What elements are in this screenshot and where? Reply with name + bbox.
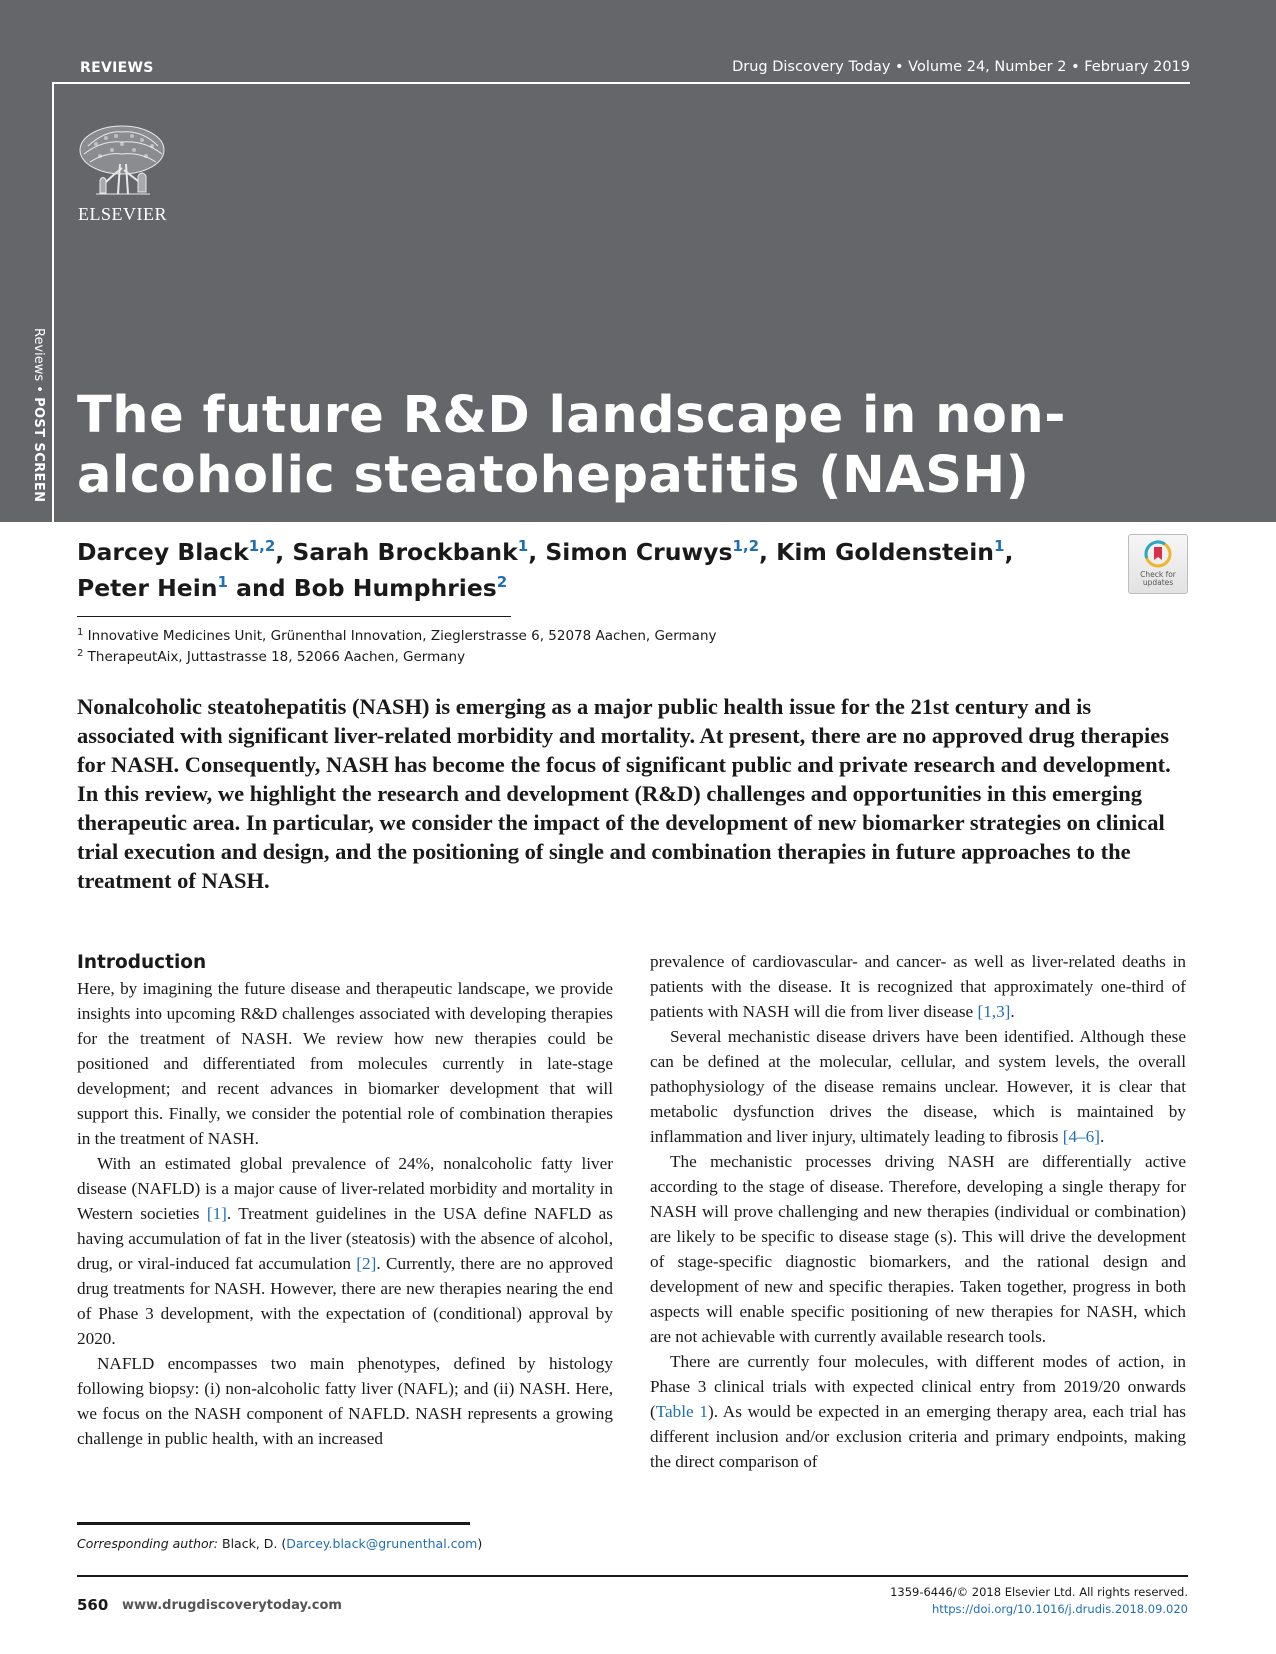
author-separator: , <box>528 538 546 566</box>
affiliation-text: Innovative Medicines Unit, Grünenthal Innovation, Zieglerstrasse 6, 52078 Aachen, Germany <box>87 628 717 644</box>
title-line-1: The future R&D landscape in non- <box>77 386 1066 445</box>
citation-link[interactable]: [2] <box>356 1254 377 1273</box>
copyright-text: 1359-6446/© 2018 Elsevier Ltd. All rights reserved. <box>890 1585 1188 1599</box>
elsevier-tree-logo-icon <box>76 124 168 200</box>
article-title <box>77 386 1197 506</box>
corresponding-author-note: Corresponding author: Black, D. (Darcey.black@grunenthal.com) <box>77 1536 483 1551</box>
body-paragraph: Several mechanistic disease drivers have been identified. Although these can be defined at the molecular, cellular, and system levels, the overall pathophysiology of the disease remains unclear. However, it is clear that metabolic dysfunction drives the disease, which is maintained by inflammation and liver injury, ultimately leading to fibrosis [4–6]. <box>650 1027 1186 1146</box>
affiliation-number: 1 <box>77 627 84 638</box>
author-name: Darcey Black <box>77 538 249 566</box>
body-paragraph: With an estimated global prevalence of 24%, nonalcoholic fatty liver disease (NAFLD) is a major cause of liver-related morbidity and mortality in Western societies [1]. Treatment guidelines in the USA define NAFLD as having accumulation of fat in the liver (steatosis) with the absence of alcohol, drug, or viral-induced fat accumulation [2]. Currently, there are no approved drug treatments for NASH. However, there are new therapies nearing the end of Phase 3 development, with the expectation of (conditional) approval by 2020. <box>77 1154 613 1348</box>
author-affiliation-sup[interactable]: 1 <box>217 573 228 591</box>
author-affiliation-sup[interactable]: 1,2 <box>732 537 760 555</box>
journal-website-link[interactable]: www.drugdiscoverytoday.com <box>122 1598 342 1613</box>
publisher-wordmark: ELSEVIER <box>78 204 167 224</box>
footer-rule <box>77 1575 1188 1577</box>
author-affiliation-sup[interactable]: 2 <box>496 573 508 591</box>
body-paragraph: NAFLD encompasses two main phenotypes, defined by histology following biopsy: (i) non-alcoholic fatty liver (NAFL); and (ii) NASH. Here, we focus on the NASH component of NAFLD. NASH represents a growing challenge in public health, with an increased <box>77 1354 613 1448</box>
title-line-2: alcoholic steatohepatitis (NASH) <box>77 446 1030 505</box>
abstract: Nonalcoholic steatohepatitis (NASH) is emerging as a major public health issue for the 21st century and is associated with significant liver-related morbidity and mortality. At present, there are no approved drug therapies for NASH. Consequently, NASH has become the focus of significant public and private research and development. In this review, we highlight the research and development (R&D) challenges and opportunities in this emerging therapeutic area. In particular, we consider the impact of the development of new biomarker strategies on clinical trial execution and design, and the positioning of single and combination therapies in future approaches to the treatment of NASH. <box>77 694 1171 893</box>
header-top-rule <box>52 82 1190 84</box>
footnote-name: Black, D. <box>218 1536 278 1551</box>
table-link[interactable]: Table 1 <box>655 1402 708 1421</box>
body-paragraph: There are currently four molecules, with different modes of action, in Phase 3 clinical trials with expected clinical entry from 2019/20 onwards (Table 1). As would be expected in an emerging therapy area, each trial has different inclusion and/or exclusion criteria and primary endpoints, making the direct comparison of <box>650 1352 1186 1471</box>
section-label: REVIEWS <box>80 60 154 76</box>
affiliations <box>77 626 717 668</box>
author-name: Kim Goldenstein <box>776 538 994 566</box>
author-divider <box>77 616 511 617</box>
section-heading-introduction: Introduction <box>77 952 207 973</box>
body-column-right <box>650 949 1186 1474</box>
author-email-link[interactable]: Darcey.black@grunenthal.com <box>286 1536 478 1551</box>
citation-link[interactable]: [4–6] <box>1062 1127 1100 1146</box>
author-separator: , <box>759 538 777 566</box>
author-name: Simon Cruwys <box>545 538 733 566</box>
author-affiliation-sup[interactable]: 1 <box>517 537 529 555</box>
check-for-updates-button[interactable] <box>1128 534 1188 594</box>
citation-link[interactable]: [1,3] <box>977 1002 1011 1021</box>
author-affiliation-sup[interactable]: 1,2 <box>248 537 276 555</box>
author-name: Peter Hein <box>77 574 218 602</box>
affiliation-number: 2 <box>77 648 84 659</box>
author-affiliation-sup[interactable]: 1 <box>994 537 1005 555</box>
check-updates-icon <box>1144 540 1172 568</box>
body-paragraph: The mechanistic processes driving NASH are differentially active according to the stage of disease. Therefore, developing a single therapy for NASH will prove challenging and new therapies (individual or combination) are likely to be specific to disease stage (s). This will drive the development of stage-specific diagnostic biomarkers, and the rational design and development of new and specific therapies. Taken together, progress in both aspects will enable specific positioning of new therapies for NASH, which are not achievable with currently available research tools. <box>650 1152 1186 1346</box>
footnote-rule <box>77 1522 470 1525</box>
footnote-label: Corresponding author: <box>77 1536 219 1551</box>
side-tab-plain: Reviews • <box>31 328 46 393</box>
doi-link[interactable]: https://doi.org/10.1016/j.drudis.2018.09.020 <box>931 1602 1188 1616</box>
body-column-left <box>77 950 613 1451</box>
journal-citation: Drug Discovery Today • Volume 24, Number 2 • February 2019 <box>732 59 1190 75</box>
copyright-block <box>890 1584 1188 1618</box>
page-number: 560 <box>77 1596 109 1614</box>
header-left-rule <box>52 82 54 522</box>
author-separator: , <box>275 538 293 566</box>
side-section-tab <box>26 328 46 503</box>
body-paragraph: prevalence of cardiovascular- and cancer- as well as liver-related deaths in patients with the disease. It is recognized that approximately one-third of patients with NASH will die from liver disease [1,3]. <box>650 952 1186 1021</box>
check-updates-label: Check for updates <box>1140 570 1176 587</box>
author-name: Sarah Brockbank <box>292 538 518 566</box>
author-name: Bob Humphries <box>293 574 497 602</box>
author-list <box>77 534 1077 606</box>
affiliation-text: TherapeutAix, Juttastrasse 18, 52066 Aachen, Germany <box>87 649 466 665</box>
side-tab-bold: POST SCREEN <box>31 397 46 503</box>
author-separator: and <box>227 574 294 602</box>
author-separator: , <box>1004 538 1014 566</box>
citation-link[interactable]: [1] <box>206 1204 227 1223</box>
body-paragraph: Here, by imagining the future disease and therapeutic landscape, we provide insights into upcoming R&D challenges associated with developing therapies for the treatment of NASH. We review how new therapies could be positioned and differentiated from molecules currently in late-stage development; and recent advances in biomarker development that will support this. Finally, we consider the potential role of combination therapies in the treatment of NASH. <box>77 979 613 1148</box>
